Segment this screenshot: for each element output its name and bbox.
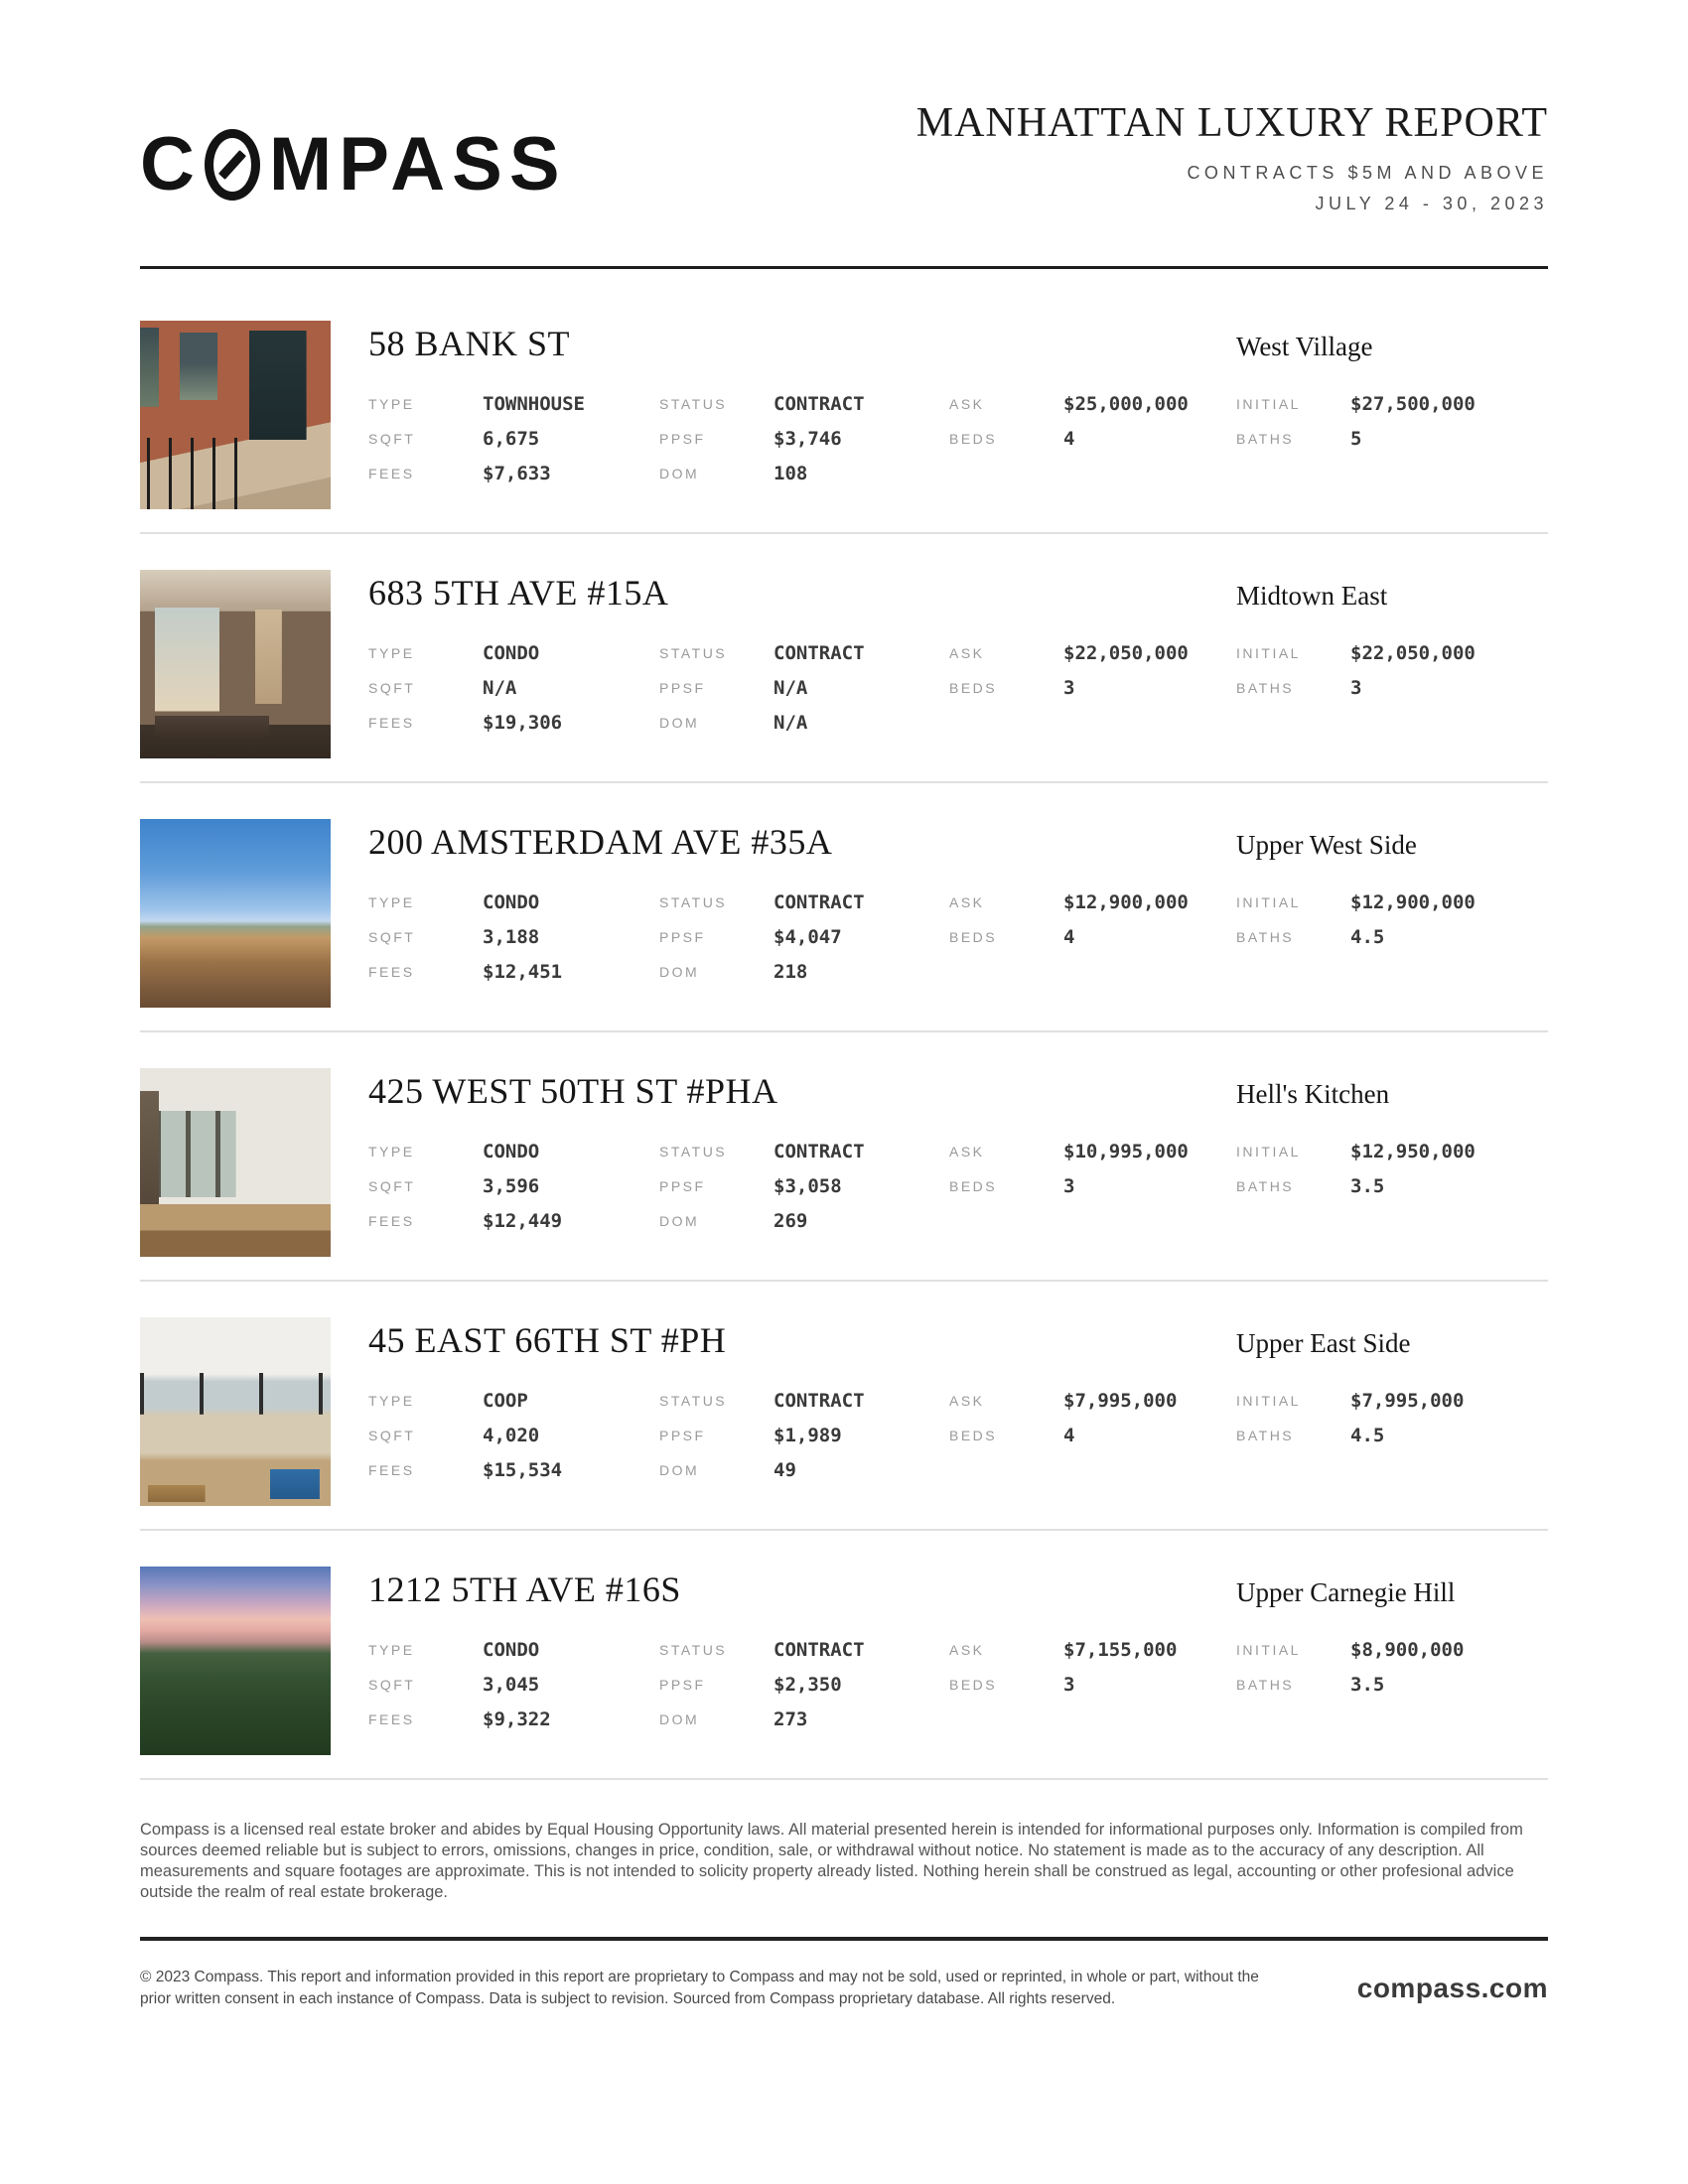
- footer-divider: [140, 1937, 1548, 1941]
- value-sqft: 6,675: [483, 427, 540, 450]
- label-status: STATUS: [659, 1641, 728, 1658]
- value-fees: $12,451: [483, 960, 563, 983]
- label-fees: FEES: [368, 963, 415, 980]
- listing-data-grid: [368, 1134, 1548, 1238]
- label-ask: ASK: [949, 644, 985, 661]
- label-beds: BEDS: [949, 1676, 998, 1693]
- report-subtitle: CONTRACTS $5M AND ABOVE: [1187, 163, 1548, 183]
- label-beds: BEDS: [949, 1427, 998, 1443]
- label-type: TYPE: [368, 893, 415, 910]
- label-ppsf: PPSF: [659, 928, 706, 945]
- value-status: CONTRACT: [774, 392, 865, 415]
- value-dom: 269: [774, 1209, 808, 1232]
- value-fees: $12,449: [483, 1209, 563, 1232]
- label-ppsf: PPSF: [659, 679, 706, 696]
- label-baths: BATHS: [1236, 1427, 1295, 1443]
- label-status: STATUS: [659, 644, 728, 661]
- copyright-text: © 2023 Compass. This report and information provided in this report are proprietary to Compass and may not be sold, used or reprinted, in whole or part, without the prior written consent in each instance of Compass. Data is subject to revision. Sourced from Compass proprietary database. All rights reserved.: [140, 1969, 1259, 2007]
- value-status: CONTRACT: [774, 1638, 865, 1661]
- label-initial: INITIAL: [1236, 395, 1301, 412]
- value-ask: $12,900,000: [1063, 890, 1189, 913]
- label-status: STATUS: [659, 893, 728, 910]
- listing-data-grid: [368, 635, 1548, 740]
- value-status: CONTRACT: [774, 1389, 865, 1412]
- value-ppsf: $1,989: [774, 1424, 842, 1446]
- listing-neighborhood: Upper East Side: [1236, 1328, 1411, 1358]
- label-baths: BATHS: [1236, 1177, 1295, 1194]
- listing-row: [140, 1032, 1548, 1282]
- label-fees: FEES: [368, 1710, 415, 1727]
- label-baths: BATHS: [1236, 928, 1295, 945]
- label-status: STATUS: [659, 1143, 728, 1160]
- listing-info: [368, 1068, 1548, 1257]
- label-initial: INITIAL: [1236, 1143, 1301, 1160]
- listing-row: [140, 534, 1548, 783]
- label-type: TYPE: [368, 1641, 415, 1658]
- label-dom: DOM: [659, 1461, 700, 1478]
- value-ask: $7,995,000: [1063, 1389, 1178, 1412]
- label-type: TYPE: [368, 395, 415, 412]
- label-ask: ASK: [949, 1392, 985, 1409]
- value-fees: $15,534: [483, 1458, 563, 1481]
- listing-photo-loft-interior: [140, 1068, 331, 1257]
- value-dom: N/A: [774, 711, 808, 734]
- value-initial: $7,995,000: [1350, 1389, 1465, 1412]
- listing-neighborhood: Hell's Kitchen: [1236, 1079, 1390, 1109]
- value-ppsf: N/A: [774, 676, 808, 699]
- value-sqft: 3,596: [483, 1174, 540, 1197]
- value-type: TOWNHOUSE: [483, 392, 585, 415]
- listing-address: 200 AMSTERDAM AVE #35A: [368, 822, 833, 862]
- value-sqft: 3,188: [483, 925, 540, 948]
- value-baths: 3.5: [1350, 1673, 1385, 1696]
- value-fees: $7,633: [483, 462, 551, 484]
- value-beds: 4: [1063, 1424, 1075, 1446]
- value-dom: 108: [774, 462, 808, 484]
- label-initial: INITIAL: [1236, 1392, 1301, 1409]
- value-ppsf: $3,058: [774, 1174, 842, 1197]
- label-dom: DOM: [659, 1212, 700, 1229]
- value-beds: 4: [1063, 925, 1075, 948]
- label-dom: DOM: [659, 714, 700, 731]
- label-status: STATUS: [659, 395, 728, 412]
- label-status: STATUS: [659, 1392, 728, 1409]
- value-ppsf: $3,746: [774, 427, 842, 450]
- value-initial: $22,050,000: [1350, 641, 1476, 664]
- label-fees: FEES: [368, 465, 415, 481]
- listing-data-grid: [368, 885, 1548, 989]
- label-ask: ASK: [949, 893, 985, 910]
- label-beds: BEDS: [949, 928, 998, 945]
- label-sqft: SQFT: [368, 1427, 416, 1443]
- label-dom: DOM: [659, 963, 700, 980]
- listing-address: 58 BANK ST: [368, 324, 571, 363]
- label-dom: DOM: [659, 465, 700, 481]
- listing-photo-penthouse-living-room: [140, 1317, 331, 1506]
- label-ppsf: PPSF: [659, 1177, 706, 1194]
- compass-logo: [140, 121, 567, 207]
- disclaimer-text: Compass is a licensed real estate broker and abides by Equal Housing Opportunity laws. All material presented herein is intended for informational purposes only. Information is compiled from sources deemed reliable but is subject to errors, omissions, changes in price, condition, sale, or withdrawal without notice. No statement is made as to the accuracy of any description. All measurements and square footages are approximate. This is not intended to solicity property already listed. Nothing herein shall be construed as legal, accounting or other profesional advice outside the realm of real estate brokerage.: [140, 1821, 1523, 1901]
- listing-neighborhood: West Village: [1236, 332, 1373, 361]
- value-initial: $12,950,000: [1350, 1140, 1476, 1162]
- value-baths: 3: [1350, 676, 1362, 699]
- label-sqft: SQFT: [368, 430, 416, 447]
- value-dom: 218: [774, 960, 808, 983]
- value-ppsf: $4,047: [774, 925, 842, 948]
- listing-info: [368, 1567, 1548, 1755]
- label-fees: FEES: [368, 714, 415, 731]
- label-sqft: SQFT: [368, 679, 416, 696]
- label-beds: BEDS: [949, 430, 998, 447]
- copyright-row: [140, 1967, 1548, 2010]
- label-ppsf: PPSF: [659, 1427, 706, 1443]
- value-sqft: N/A: [483, 676, 517, 699]
- listing-data-grid: [368, 1632, 1548, 1736]
- value-type: CONDO: [483, 1140, 540, 1162]
- compass-logo-o-icon: [205, 129, 260, 201]
- label-dom: DOM: [659, 1710, 700, 1727]
- label-initial: INITIAL: [1236, 893, 1301, 910]
- value-beds: 4: [1063, 427, 1075, 450]
- listing-neighborhood: Upper West Side: [1236, 830, 1417, 860]
- value-status: CONTRACT: [774, 1140, 865, 1162]
- value-beds: 3: [1063, 1673, 1075, 1696]
- value-ppsf: $2,350: [774, 1673, 842, 1696]
- listing-photo-dining-room: [140, 570, 331, 758]
- listing-row: [140, 1531, 1548, 1780]
- listing-address: 683 5TH AVE #15A: [368, 573, 669, 613]
- value-type: COOP: [483, 1389, 528, 1412]
- masthead-right: [916, 91, 1548, 214]
- report-date-range: JULY 24 - 30, 2023: [1315, 194, 1548, 213]
- label-ppsf: PPSF: [659, 430, 706, 447]
- listing-neighborhood: Midtown East: [1236, 581, 1388, 611]
- value-baths: 4.5: [1350, 925, 1385, 948]
- label-initial: INITIAL: [1236, 644, 1301, 661]
- value-baths: 5: [1350, 427, 1362, 450]
- listing-data-grid: [368, 386, 1548, 490]
- label-sqft: SQFT: [368, 1177, 416, 1194]
- label-fees: FEES: [368, 1212, 415, 1229]
- value-sqft: 4,020: [483, 1424, 540, 1446]
- label-ask: ASK: [949, 395, 985, 412]
- label-baths: BATHS: [1236, 1676, 1295, 1693]
- masthead: [140, 0, 1548, 214]
- value-beds: 3: [1063, 676, 1075, 699]
- value-ask: $7,155,000: [1063, 1638, 1178, 1661]
- value-type: CONDO: [483, 1638, 540, 1661]
- compass-website-link[interactable]: compass.com: [1356, 1973, 1548, 2003]
- listing-row: [140, 1282, 1548, 1531]
- listing-row: [140, 269, 1548, 534]
- report-title: MANHATTAN LUXURY REPORT: [915, 100, 1548, 146]
- label-beds: BEDS: [949, 679, 998, 696]
- label-type: TYPE: [368, 1143, 415, 1160]
- label-initial: INITIAL: [1236, 1641, 1301, 1658]
- listing-info: [368, 570, 1548, 758]
- listing-info: [368, 819, 1548, 1008]
- label-sqft: SQFT: [368, 1676, 416, 1693]
- listing-info: [368, 1317, 1548, 1506]
- label-baths: BATHS: [1236, 679, 1295, 696]
- listing-address: 425 WEST 50TH ST #PHA: [368, 1071, 778, 1111]
- value-sqft: 3,045: [483, 1673, 540, 1696]
- label-sqft: SQFT: [368, 928, 416, 945]
- value-initial: $27,500,000: [1350, 392, 1476, 415]
- value-type: CONDO: [483, 890, 540, 913]
- listing-info: [368, 321, 1548, 509]
- compass-needle-icon: [218, 150, 246, 180]
- value-ask: $22,050,000: [1063, 641, 1189, 664]
- listing-row: [140, 783, 1548, 1032]
- label-beds: BEDS: [949, 1177, 998, 1194]
- value-baths: 3.5: [1350, 1174, 1385, 1197]
- listing-data-grid: [368, 1383, 1548, 1487]
- listing-address: 1212 5TH AVE #16S: [368, 1570, 681, 1609]
- listing-photo-aerial-city: [140, 819, 331, 1008]
- value-status: CONTRACT: [774, 641, 865, 664]
- value-beds: 3: [1063, 1174, 1075, 1197]
- label-type: TYPE: [368, 1392, 415, 1409]
- label-ppsf: PPSF: [659, 1676, 706, 1693]
- compass-logo-text-rest: MPASS: [268, 122, 567, 206]
- value-status: CONTRACT: [774, 890, 865, 913]
- value-ask: $10,995,000: [1063, 1140, 1189, 1162]
- value-ask: $25,000,000: [1063, 392, 1189, 415]
- listing-photo-central-park-sunset: [140, 1567, 331, 1755]
- listing-neighborhood: Upper Carnegie Hill: [1236, 1577, 1456, 1607]
- label-fees: FEES: [368, 1461, 415, 1478]
- label-ask: ASK: [949, 1641, 985, 1658]
- value-dom: 273: [774, 1707, 808, 1730]
- value-baths: 4.5: [1350, 1424, 1385, 1446]
- value-initial: $12,900,000: [1350, 890, 1476, 913]
- value-type: CONDO: [483, 641, 540, 664]
- value-fees: $9,322: [483, 1707, 551, 1730]
- listing-photo-townhouse-entrance: [140, 321, 331, 509]
- value-initial: $8,900,000: [1350, 1638, 1465, 1661]
- label-type: TYPE: [368, 644, 415, 661]
- label-baths: BATHS: [1236, 430, 1295, 447]
- value-fees: $19,306: [483, 711, 563, 734]
- label-ask: ASK: [949, 1143, 985, 1160]
- compass-logo-text-c: C: [140, 122, 202, 206]
- value-dom: 49: [774, 1458, 796, 1481]
- listing-address: 45 EAST 66TH ST #PH: [368, 1320, 727, 1360]
